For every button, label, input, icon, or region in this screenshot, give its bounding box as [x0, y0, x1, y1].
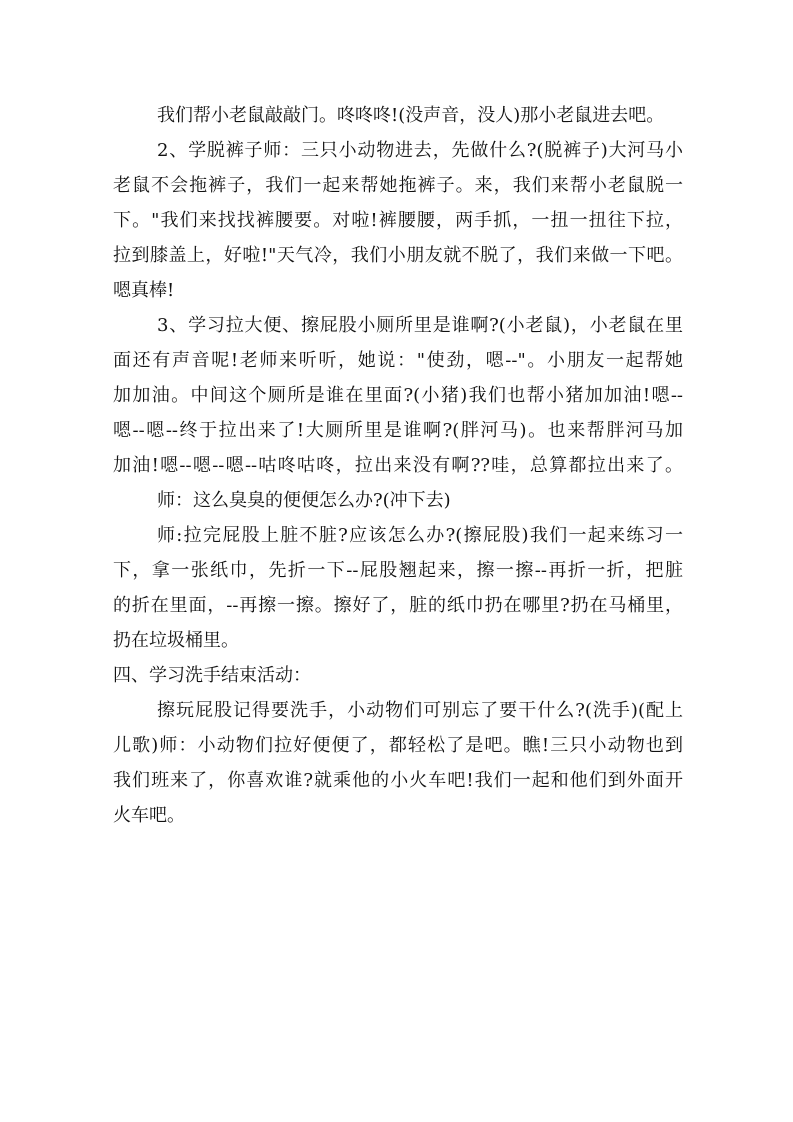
text-line: 下。"我们来找找裤腰要。对啦!裤腰腰，两手抓，一扭一扭往下拉，: [113, 210, 683, 231]
document-body: [113, 98, 683, 833]
text-line: 我们班来了，你喜欢谁?就乘他的小火车吧!我们一起和他们到外面开: [113, 770, 683, 791]
text-line: 老鼠不会拖裤子，我们一起来帮她拖裤子。来，我们来帮小老鼠脱一: [113, 175, 683, 196]
text-line: 火车吧。: [113, 805, 185, 826]
text-line: 擦玩屁股记得要洗手，小动物们可别忘了要干什么?(洗手)(配上: [157, 700, 683, 721]
text-line: 3、学习拉大便、擦屁股小厕所里是谁啊?(小老鼠)，小老鼠在里: [157, 315, 683, 336]
text-line: 师：这么臭臭的便便怎么办?(冲下去): [157, 490, 451, 511]
text-line: 加加油。中间这个厕所是谁在里面?(小猪)我们也帮小猪加加油!嗯--: [113, 385, 683, 406]
section-heading: 四、学习洗手结束活动：: [113, 665, 311, 686]
text-line: 扔在垃圾桶里。: [113, 630, 239, 651]
text-line: 2、学脱裤子师：三只小动物进去，先做什么?(脱裤子)大河马小: [157, 140, 683, 161]
text-line: 下，拿一张纸巾，先折一下--屁股翘起来，擦一擦--再折一折，把脏: [113, 560, 683, 581]
text-line: 面还有声音呢!老师来听听，她说："使劲，嗯--"。小朋友一起帮她: [113, 350, 683, 371]
text-line: 嗯真棒!: [113, 280, 175, 301]
text-line: 加油!嗯--嗯--嗯--咕咚咕咚，拉出来没有啊??哇，总算都拉出来了。: [113, 455, 683, 476]
text-line: 嗯--嗯--终于拉出来了!大厕所里是谁啊?(胖河马)。也来帮胖河马加: [113, 420, 683, 441]
text-line: 我们帮小老鼠敲敲门。咚咚咚!(没声音，没人)那小老鼠进去吧。: [157, 105, 665, 126]
text-line: 师:拉完屁股上脏不脏?应该怎么办?(擦屁股)我们一起来练习一: [157, 525, 683, 546]
text-line: 拉到膝盖上，好啦!"天气冷，我们小朋友就不脱了，我们来做一下吧。: [113, 245, 683, 266]
text-line: 儿歌)师：小动物们拉好便便了，都轻松了是吧。瞧!三只小动物也到: [113, 735, 683, 756]
text-line: 的折在里面，--再擦一擦。擦好了，脏的纸巾扔在哪里?扔在马桶里，: [113, 595, 683, 616]
